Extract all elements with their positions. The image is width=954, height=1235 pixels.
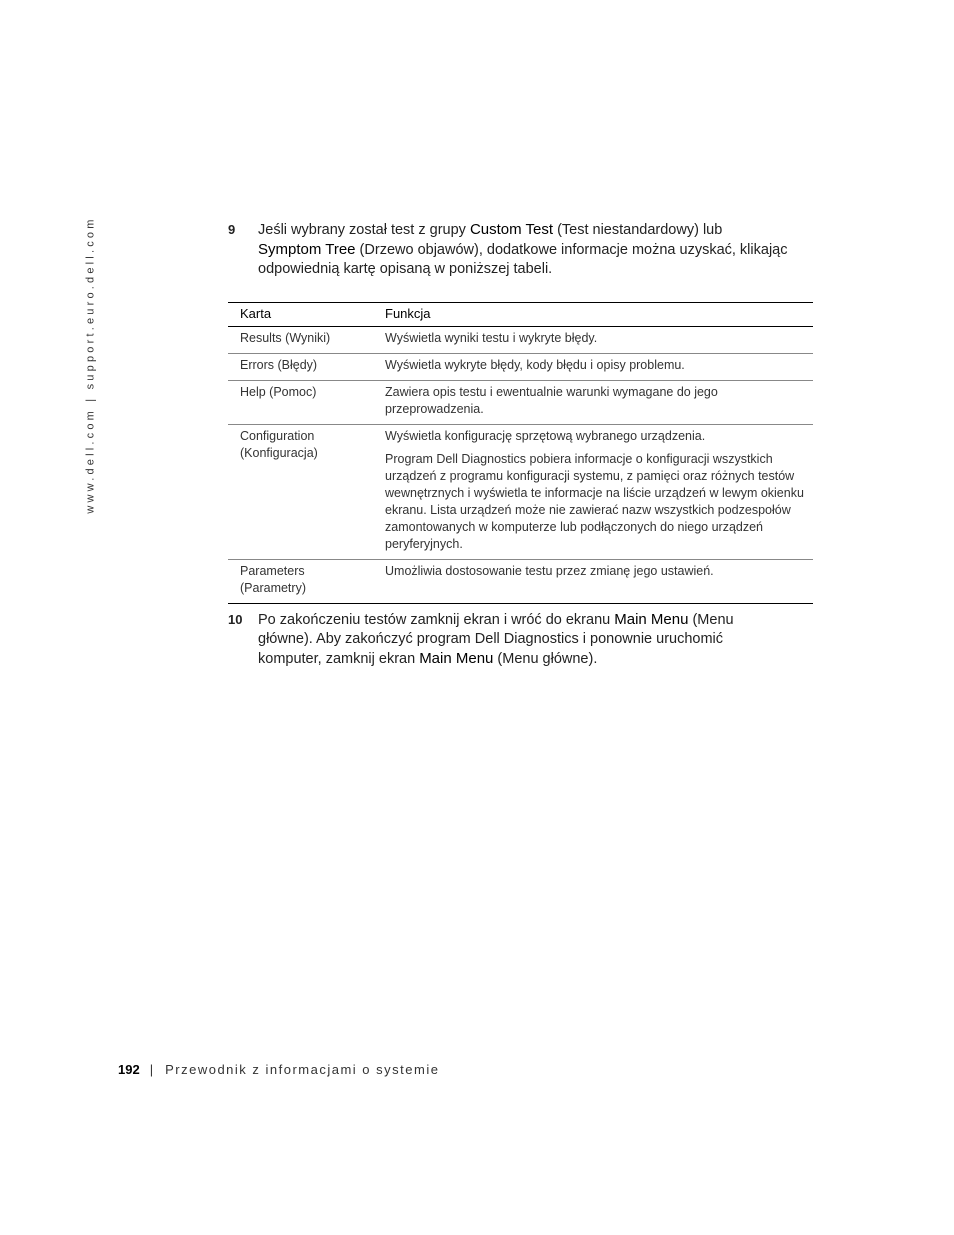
page-number: 192	[118, 1062, 140, 1077]
description-paragraph: Wyświetla wyniki testu i wykryte błędy.	[385, 331, 598, 345]
tab-name: Parameters (Parametry)	[228, 560, 373, 604]
main-menu-term-2: Main Menu	[419, 650, 494, 667]
table-row	[228, 560, 813, 604]
description-paragraph: Umożliwia dostosowanie testu przez zmianę jego ustawień.	[385, 564, 714, 578]
tab-name: Configuration (Konfiguracja)	[228, 425, 373, 560]
description-paragraph: Program Dell Diagnostics pobiera informacje o konfiguracji wszystkich urządzeń z programu konfiguracji systemu, z pamięci oraz różnych testów wewnętrznych i wyświetla te informacje na liście urządzeń w lewym okienku ekranu. Lista urządzeń może nie zawierać nazw wszystkich podzespołów zamontowanych w komputerze lub podłączonych do niego urządzeń peryferyjnych.	[385, 452, 804, 551]
symptom-tree-term: Symptom Tree	[258, 241, 356, 258]
step-9-text-3: (Drzewo objawów), dodatkowe informacje można uzyskać, klikając odpowiednią kartę opisaną w poniższej tabeli.	[258, 242, 788, 277]
sidebar-url-text: www.dell.com | support.euro.dell.com	[85, 216, 98, 514]
table-row	[228, 354, 813, 381]
step-10-text-3: (Menu główne).	[493, 651, 598, 667]
step-10-number: 10	[228, 612, 243, 627]
table-row	[228, 425, 813, 560]
tab-name: Results (Wyniki)	[228, 327, 373, 354]
tab-description	[373, 560, 813, 604]
description-paragraph: Zawiera opis testu i ewentualnie warunki wymagane do jego przeprowadzenia.	[385, 385, 718, 416]
step-10-text-2: (Menu główne). Aby zakończyć program Dell Diagnostics i ponownie uruchomić komputer, zamknij ekran	[258, 612, 734, 667]
table-header-row	[228, 303, 813, 327]
step-10-text-1: Po zakończeniu testów zamknij ekran i wróć do ekranu	[258, 612, 615, 628]
main-menu-term: Main Menu	[614, 611, 689, 628]
tabs-table	[228, 302, 813, 604]
step-10-text	[258, 610, 788, 669]
step-9-text-1: Jeśli wybrany został test z grupy	[258, 222, 470, 238]
tab-name: Help (Pomoc)	[228, 381, 373, 425]
custom-test-term: Custom Test	[469, 221, 554, 238]
tab-description	[373, 381, 813, 425]
step-9	[228, 220, 788, 279]
footer-title: Przewodnik z informacjami o systemie	[165, 1062, 440, 1077]
table-row	[228, 381, 813, 425]
tab-description	[373, 354, 813, 381]
footer-separator: |	[149, 1062, 154, 1077]
tab-description	[373, 327, 813, 354]
header-karta: Karta	[228, 303, 373, 327]
step-10	[228, 610, 788, 669]
tab-name: Errors (Błędy)	[228, 354, 373, 381]
description-paragraph: Wyświetla wykryte błędy, kody błędu i opisy problemu.	[385, 358, 685, 372]
header-funkcja: Funkcja	[373, 303, 813, 327]
tab-description	[373, 425, 813, 560]
table-row	[228, 327, 813, 354]
step-9-text-2: (Test niestandardowy) lub	[553, 222, 723, 238]
step-9-number: 9	[228, 222, 236, 237]
page-footer	[118, 1062, 439, 1077]
description-paragraph: Wyświetla konfigurację sprzętową wybranego urządzenia.	[385, 429, 706, 443]
sidebar-url	[80, 216, 102, 514]
step-9-text	[258, 220, 788, 279]
